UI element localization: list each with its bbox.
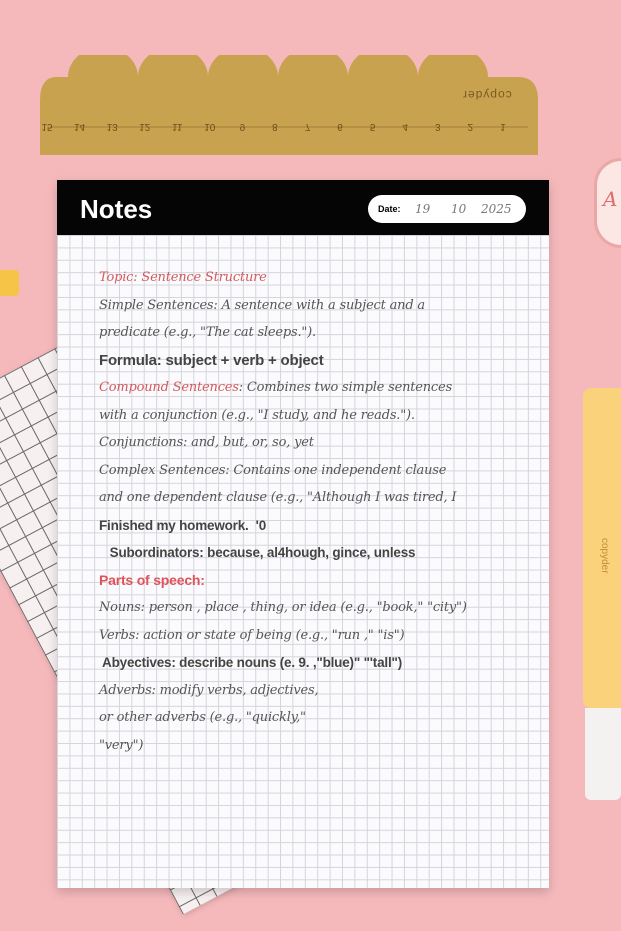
note-line [99,347,539,375]
note-line-text: Finished my homework. '0 [99,517,266,533]
note-line-text: Abyectives: describe nouns (e. 9. ,"blue)" "'tall") [99,655,402,670]
ruler [40,55,538,155]
pen-body [585,708,621,800]
ruler-number: 6 [337,121,343,132]
coaster [594,158,621,248]
ruler-number: 2 [467,121,474,132]
ruler-number: 3 [434,121,441,132]
ruler-number: 11 [172,121,183,132]
note-line [99,484,539,512]
note-line-text: : Combines two simple sentences [238,380,452,395]
note-line-text: Topic: Sentence Structure [99,270,267,285]
ruler-scale [40,112,510,132]
note-line [99,292,539,320]
ruler-brand: copyder [462,88,512,102]
note-line [99,264,539,292]
note-line-text: Nouns: person , place , thing, or idea (e.g., "book," "city") [99,600,467,615]
yellow-clip [0,270,19,296]
note-line-text: Subordinators: because, al4hough, gince, unless [99,545,416,560]
page-title: Notes [80,194,153,224]
coaster-letter: A [603,187,618,211]
note-line [99,457,539,485]
note-line-text: Adverbs: modify verbs, adjectives, [99,682,319,698]
note-line-text: predicate (e.g., "The cat sleeps."). [99,325,316,340]
pen-brand: copyder [599,538,610,574]
note-line [99,429,539,457]
note-line [99,732,539,760]
note-line-text: Complex Sentences: Contains one independent clause [99,462,447,478]
ruler-number: 1 [500,121,506,132]
highlighter-pen [583,388,621,800]
notepad [57,180,549,888]
note-line [99,704,539,732]
note-line [99,622,539,650]
note-line [99,567,539,595]
ruler-number: 4 [402,121,408,132]
note-line-text: or other adverbs (e.g., "quickly," [99,710,306,725]
ruler-number: 12 [139,121,151,132]
date-field [368,195,526,223]
notepad-header [57,180,549,235]
note-line-text: Conjunctions: and, but, or, so, yet [99,435,314,450]
ruler-number: 10 [204,121,216,132]
note-line-text: with a conjunction (e.g., "I study, and he reads."). [99,407,415,423]
note-line-text: "very") [99,737,144,753]
date-label: Date: [378,204,401,214]
notes-body [99,264,539,759]
date-day: 19 [415,202,431,216]
note-line-heading: Compound Sentences [99,380,239,395]
note-line [99,677,539,705]
ruler-number: 7 [304,121,311,132]
ruler-number: 8 [272,121,278,132]
note-line-text: Simple Sentences: A sentence with a subject and a [99,297,425,313]
ruler-number: 9 [239,121,246,132]
note-line [99,649,539,677]
ruler-number: 13 [106,121,118,132]
note-line [99,374,539,402]
ruler-number: 5 [369,121,376,132]
note-line-text: Parts of speech: [99,571,205,588]
date-month: 10 [451,202,467,216]
ruler-number: 15 [41,121,53,132]
note-line [99,402,539,430]
note-line [99,319,539,347]
note-line [99,539,539,567]
date-year: 2025 [481,202,512,216]
note-line-text: and one dependent clause (e.g., "Although I was tired, I [99,490,457,505]
note-line-text: Verbs: action or state of being (e.g., "run ," "is") [99,627,405,643]
note-line [99,594,539,622]
note-line [99,512,539,540]
note-line-text: Formula: subject + verb + object [99,351,324,369]
ruler-number: 14 [74,121,86,132]
